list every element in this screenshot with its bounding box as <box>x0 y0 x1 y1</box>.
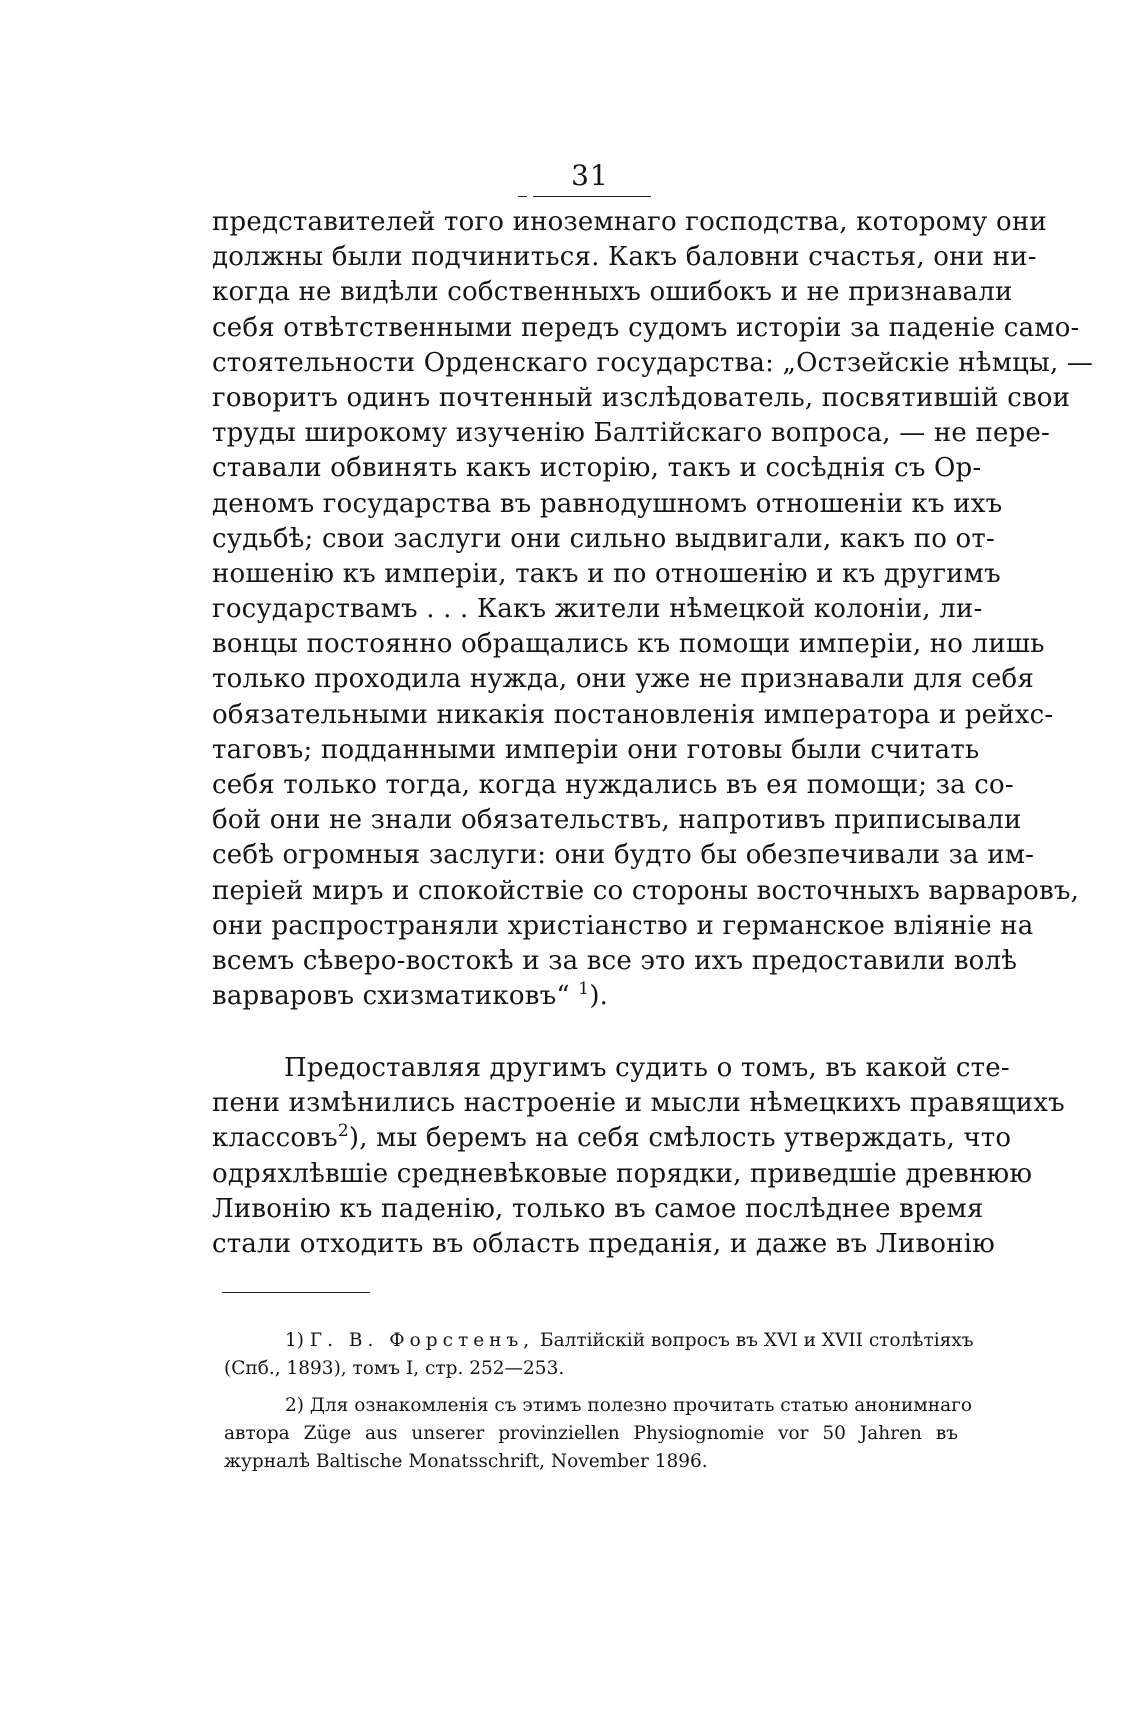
footnote-1 <box>224 1327 974 1383</box>
text-line: всемъ сѣверо-востокѣ и за все это ихъ предоставили волѣ <box>212 945 1018 976</box>
footnote-line: журналѣ Baltische Monatsschrift, November 1896. <box>224 1451 708 1472</box>
text-line: государствамъ . . . Какъ жители нѣмецкой колоніи, ли- <box>212 594 983 625</box>
footnote-marker: 1) <box>285 1330 304 1351</box>
footnote-ref-1[interactable]: 1 <box>578 979 590 1000</box>
text-line: себя только тогда, когда нуждались въ ея помощи; за со- <box>212 770 1014 800</box>
footnote-ref-2[interactable]: 2 <box>337 1121 349 1142</box>
text-line: періей миръ и спокойствіе со стороны восточныхъ варваровъ, <box>212 875 1080 906</box>
text-line: себя отвѣтственными передъ судомъ исторіи за паденіе само- <box>212 312 1080 343</box>
footnote-2 <box>224 1392 972 1476</box>
text-fragment: ), мы беремъ на себя смѣлость утверждать, что <box>348 1123 1012 1154</box>
footnote-line <box>224 1327 974 1355</box>
text-line: себѣ огромныя заслуги: они будто бы обезпечивали за им- <box>212 840 1035 871</box>
footnote-author: Г. В. Форстенъ, <box>309 1330 535 1351</box>
text-line: они распространяли христіанство и германское вліяніе на <box>212 910 1034 941</box>
header-rule-dash <box>518 196 527 197</box>
page-number: 31 <box>571 159 609 192</box>
text-line: труды широкому изученію Балтійскаго вопроса, — не пере- <box>212 418 1050 449</box>
text-line: таговъ; подданными имперіи они готовы были считать <box>212 734 980 765</box>
text-fragment: ). <box>589 981 609 1012</box>
text-line: вонцы постоянно обращались къ помощи имперіи, но лишь <box>212 629 1045 660</box>
text-line: обязательными никакія постановленія императора и рейхс- <box>212 699 1054 730</box>
footnote-separator <box>222 1292 370 1293</box>
text-line: одряхлѣвшіе средневѣковые порядки, приведшіе древнюю <box>212 1158 1033 1189</box>
text-line: только проходила нужда, они уже не признавали для себя <box>212 664 1035 695</box>
text-line: судьбѣ; свои заслуги они сильно выдвигали, какъ по от- <box>212 523 995 554</box>
header-rule <box>533 196 651 197</box>
text-line: когда не видѣли собственныхъ ошибокъ и не признавали <box>212 277 1013 308</box>
paragraph-2 <box>212 1051 1065 1262</box>
footnote-line: 2) Для ознакомленія съ этимъ полезно прочитать статью анонимнаго <box>285 1395 972 1416</box>
text-fragment: варваровъ схизматиковъ“ <box>212 981 570 1012</box>
text-line: стоятельности Орденскаго государства: „Остзейскіе нѣмцы, — <box>212 347 1094 378</box>
footnote-line: автора Züge aus unserer provinziellen Physiognomie vor 50 Jahren въ <box>224 1423 958 1444</box>
text-line: Ливонію къ паденію, только въ самое послѣднее время <box>212 1193 984 1224</box>
text-line: ношенію къ имперіи, такъ и по отношенію и къ другимъ <box>212 558 1001 589</box>
text-line: ставали обвинять какъ исторію, такъ и сосѣднія съ Ор- <box>212 453 982 484</box>
text-line <box>212 1121 1012 1156</box>
text-line: Предоставляя другимъ судить о томъ, въ какой сте- <box>284 1053 1010 1083</box>
text-line: говоритъ одинъ почтенный изслѣдователь, посвятившій свои <box>212 382 1071 413</box>
text-line-last <box>212 979 958 1014</box>
footnote-line: (Спб., 1893), томъ I, стр. 252—253. <box>224 1358 565 1379</box>
text-line: стали отходить въ область преданія, и даже въ Ливонію <box>212 1228 995 1259</box>
text-fragment: классовъ <box>212 1123 338 1154</box>
text-line: пени измѣнились настроеніе и мысли нѣмецкихъ правящихъ <box>212 1088 1065 1119</box>
text-line: представителей того иноземнаго господства, которому они <box>212 207 1047 237</box>
text-line: деномъ государства въ равнодушномъ отношеніи къ ихъ <box>212 488 1003 519</box>
text-line: бой они не знали обязательствъ, напротивъ приписывали <box>212 805 1022 836</box>
footnote-title: Балтійскій вопросъ въ XVI и XVII столѣтіяхъ <box>540 1330 974 1351</box>
paragraph-1 <box>212 205 1094 1014</box>
text-line: должны были подчиниться. Какъ баловни счастья, они ни- <box>212 242 1037 273</box>
